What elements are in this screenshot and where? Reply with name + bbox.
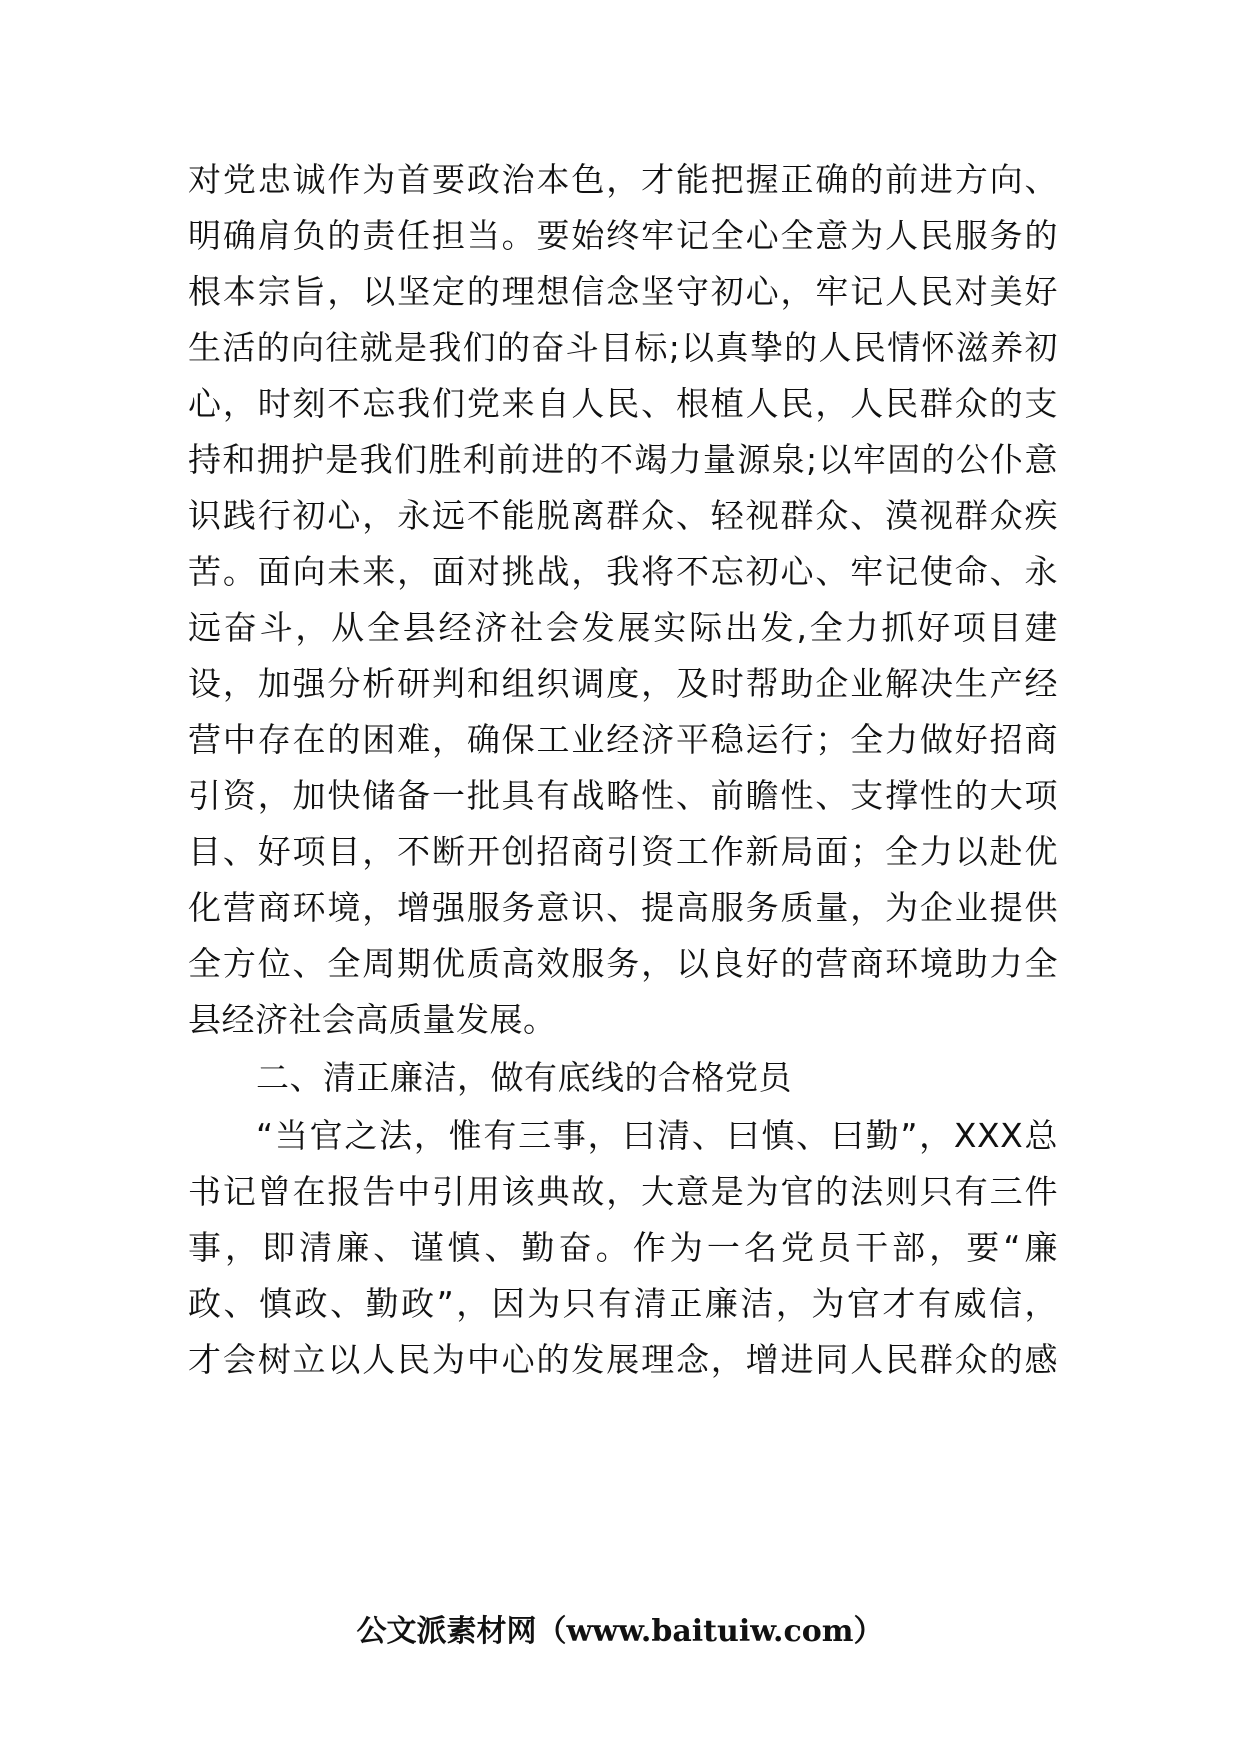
body-line: 远奋斗，从全县经济社会发展实际出发,全力抓好项目建 <box>188 608 1058 647</box>
body-line: 目、好项目，不断开创招商引资工作新局面；全力以赴优 <box>188 832 1058 871</box>
body-line: 识践行初心，永远不能脱离群众、轻视群众、漠视群众疾 <box>188 496 1058 535</box>
body-line: 营中存在的困难，确保工业经济平稳运行；全力做好招商 <box>188 720 1058 759</box>
body-line: 引资，加快储备一批具有战略性、前瞻性、支撑性的大项 <box>188 776 1058 815</box>
body-line: 持和拥护是我们胜利前进的不竭力量源泉;以牢固的公仆意 <box>188 440 1058 479</box>
body-line: 心，时刻不忘我们党来自人民、根植人民，人民群众的支 <box>188 384 1058 423</box>
body-line: 根本宗旨，以坚定的理想信念坚守初心，牢记人民对美好 <box>188 272 1058 311</box>
body-line: 化营商环境，增强服务意识、提高服务质量，为企业提供 <box>188 888 1058 927</box>
body-line: 书记曾在报告中引用该典故，大意是为官的法则只有三件 <box>188 1172 1058 1211</box>
body-line: 设，加强分析研判和组织调度，及时帮助企业解决生产经 <box>188 664 1058 703</box>
body-line: 政、慎政、勤政”，因为只有清正廉洁，为官才有威信， <box>188 1284 1058 1323</box>
body-line: 生活的向往就是我们的奋斗目标;以真挚的人民情怀滋养初 <box>188 328 1058 367</box>
body-line: 事，即清廉、谨慎、勤奋。作为一名党员干部，要“廉 <box>188 1228 1058 1267</box>
body-line: 全方位、全周期优质高效服务，以良好的营商环境助力全 <box>188 944 1058 983</box>
body-line: 才会树立以人民为中心的发展理念，增进同人民群众的感 <box>188 1340 1058 1379</box>
body-line: 明确肩负的责任担当。要始终牢记全心全意为人民服务的 <box>188 216 1058 255</box>
footer-watermark: 公文派素材网（www.baituiw.com） <box>356 1614 884 1649</box>
body-line: 对党忠诚作为首要政治本色，才能把握正确的前进方向、 <box>188 160 1058 199</box>
body-line: 苦。面向未来，面对挑战，我将不忘初心、牢记使命、永 <box>188 552 1058 591</box>
body-line: 县经济社会高质量发展。 <box>188 1000 557 1039</box>
section-heading: 二、清正廉洁，做有底线的合格党员 <box>256 1058 792 1097</box>
body-line: “当官之法，惟有三事，曰清、曰慎、曰勤”，XXX总 <box>256 1116 1058 1155</box>
